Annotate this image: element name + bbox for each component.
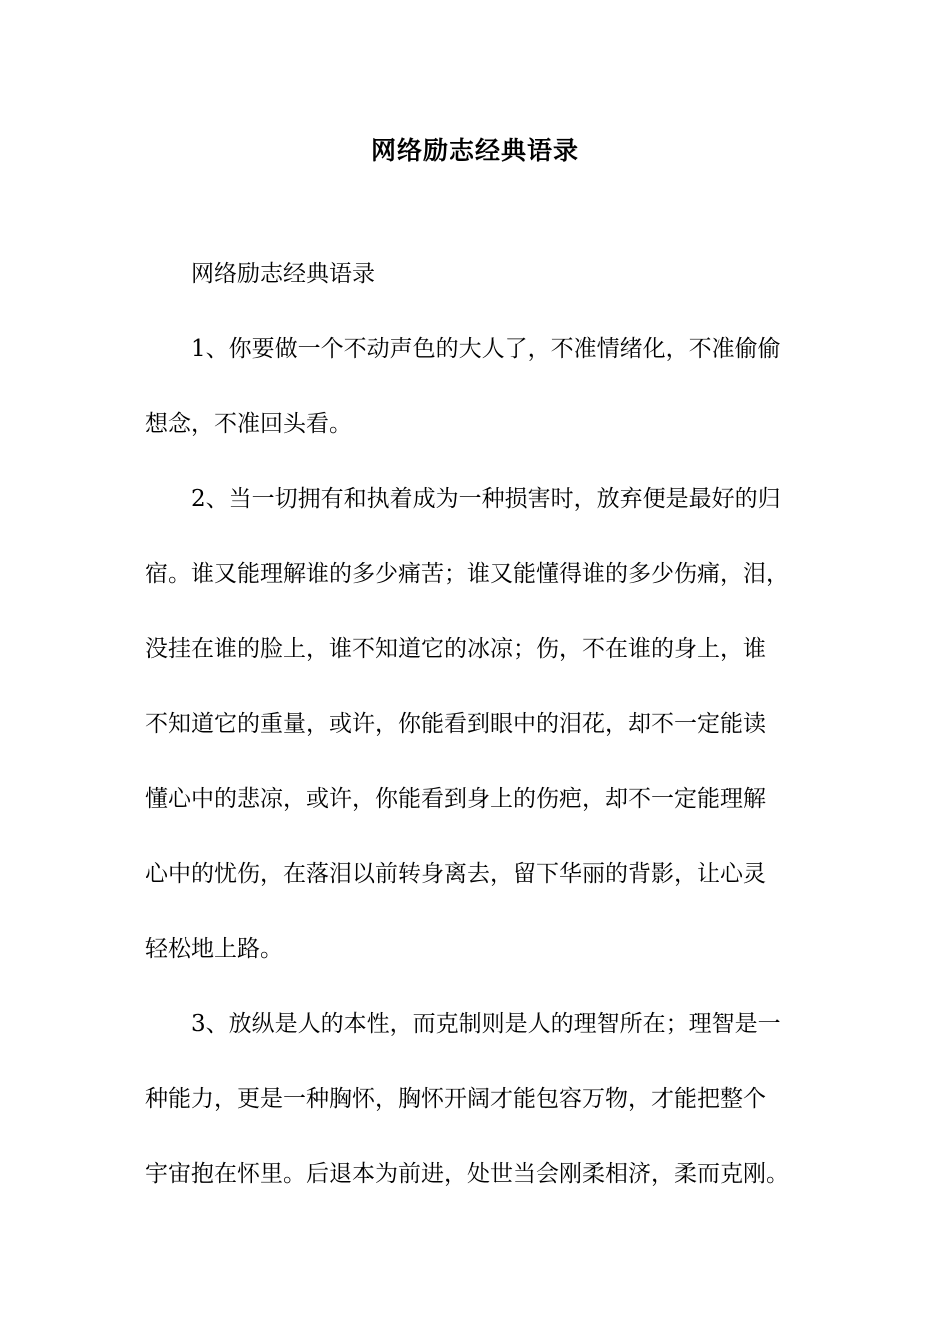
document-title: 网络励志经典语录 bbox=[370, 136, 579, 165]
text-line: 2、当一切拥有和执着成为一种损害时，放弃便是最好的归 bbox=[191, 486, 781, 512]
text-line: 宿。谁又能理解谁的多少痛苦；谁又能懂得谁的多少伤痛，泪， bbox=[145, 561, 789, 587]
text-line: 轻松地上路。 bbox=[145, 936, 283, 962]
text-line: 种能力，更是一种胸怀，胸怀开阔才能包容万物，才能把整个 bbox=[145, 1086, 766, 1112]
text-line: 宇宙抱在怀里。后退本为前进，处世当会刚柔相济，柔而克刚。 bbox=[145, 1161, 789, 1187]
text-line: 不知道它的重量，或许，你能看到眼中的泪花，却不一定能读 bbox=[145, 711, 766, 737]
text-line: 网络励志经典语录 bbox=[191, 261, 375, 287]
text-line: 1、你要做一个不动声色的大人了，不准情绪化，不准偷偷 bbox=[191, 336, 781, 362]
text-line: 没挂在谁的脸上，谁不知道它的冰凉；伤，不在谁的身上，谁 bbox=[145, 636, 766, 662]
text-line: 3、放纵是人的本性，而克制则是人的理智所在；理智是一 bbox=[191, 1011, 781, 1037]
text-line: 想念，不准回头看。 bbox=[145, 411, 352, 437]
document-body bbox=[145, 254, 825, 1229]
text-line: 懂心中的悲凉，或许，你能看到身上的伤疤，却不一定能理解 bbox=[145, 786, 766, 812]
text-line: 心中的忧伤，在落泪以前转身离去，留下华丽的背影，让心灵 bbox=[145, 861, 766, 887]
